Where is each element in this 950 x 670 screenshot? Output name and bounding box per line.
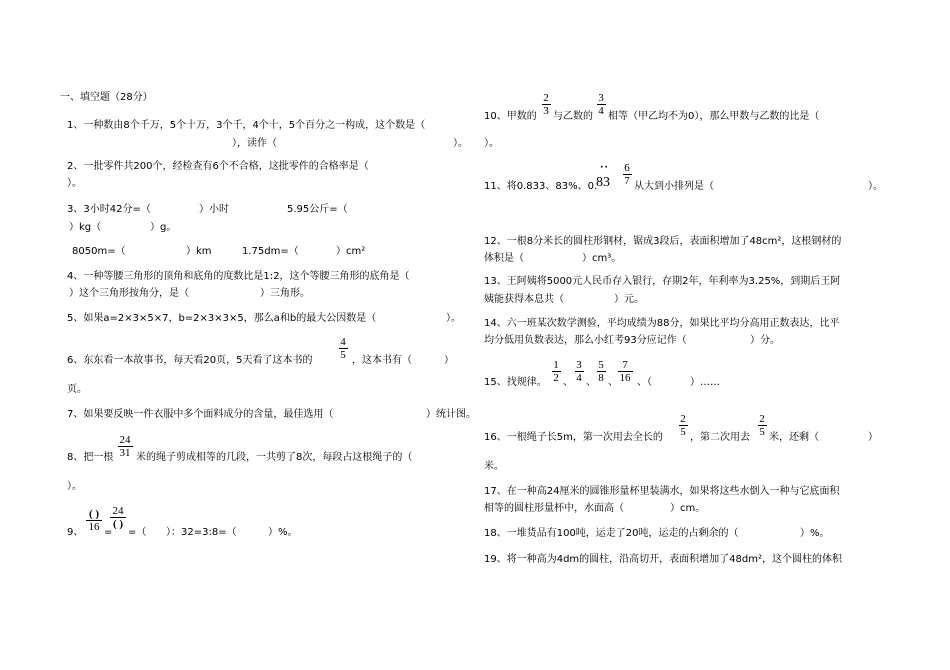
q3-line1b: ）小时: [199, 204, 229, 215]
q3-line1c: 5.95公斤=（: [287, 204, 348, 215]
q6-line1a: 6、东东看一本故事书，每天看20页，5天看了这本书的: [67, 355, 313, 366]
q15-fraction-2: [573, 359, 585, 384]
q13-line2b: ）元。: [614, 294, 644, 305]
q1-line2: ），读作（: [232, 138, 277, 149]
q4-line2b: ）三角形。: [260, 288, 310, 299]
q17-line2b: ）cm。: [670, 503, 706, 514]
q16-line1d: ）: [868, 432, 878, 443]
q17-line2a: 相等的圆柱形量杯中，水面高（: [484, 503, 624, 514]
q10-line1b: 与乙数的: [553, 111, 593, 122]
fraction-denominator: 8: [598, 372, 604, 384]
fraction-denominator: 31: [119, 447, 131, 459]
q7-line1b: ）统计图。: [426, 409, 476, 420]
fraction-denominator: 5: [680, 426, 686, 438]
fraction-numerator: 24: [112, 505, 124, 517]
fraction-denominator-blank: ( ): [112, 518, 124, 530]
q3-line3d: ）cm²: [336, 246, 366, 257]
fraction-numerator: 3: [598, 92, 604, 104]
q10-fraction-2: [595, 92, 607, 117]
fraction-denominator: 4: [598, 105, 604, 117]
fraction-denominator: 2: [553, 372, 559, 384]
q8-line1b: 米的绳子剪成相等的几段，一共剪了8次，每段占这根绳子的（: [136, 452, 413, 463]
q6-line2: 页。: [67, 384, 87, 395]
fraction-numerator: 2: [680, 413, 686, 425]
q7-line1a: 7、如果要反映一件衣服中多个面料成分的含量，最佳选用（: [67, 409, 334, 420]
q11-fraction: [621, 162, 633, 187]
q3-line2a: ）kg（: [69, 222, 102, 233]
q6-line1c: ）: [444, 355, 454, 366]
section-title: 一、填空题（28分）: [60, 92, 153, 103]
q9-fraction-1: [84, 508, 104, 533]
q10-fraction-1: [540, 92, 552, 117]
q3-line1a: 3、3小时42分=（: [67, 204, 151, 215]
fraction-numerator: 6: [624, 162, 630, 174]
q15-tail-a: 、（: [637, 377, 652, 388]
q16-fraction-2: [756, 413, 768, 438]
q15-separator: 、: [586, 377, 596, 388]
q12-line2a: 体积是（: [484, 253, 524, 264]
q3-line3b: ）km: [186, 246, 212, 257]
fraction-numerator: 2: [543, 92, 549, 104]
q17-line1: 17、在一种高24厘米的圆锥形量杯里装满水，如果将这些水倒入一种与它底面积: [484, 486, 840, 497]
fraction-numerator: 5: [598, 359, 604, 371]
q15-tail-b: ）……: [690, 377, 720, 388]
repeating-decimal-dots: ··: [600, 163, 609, 173]
q9-middle: ）：32=3:8=（: [166, 527, 237, 538]
q16-line1b: ，第二次用去: [690, 432, 750, 443]
q9-equals-1: =: [104, 527, 113, 538]
fraction-denominator: 7: [624, 175, 630, 187]
q16-fraction-1: [677, 413, 689, 438]
fraction-numerator: 4: [340, 336, 346, 348]
fraction-numerator-blank: ( ): [88, 508, 100, 520]
q11-line1a: 11、将0.833、83%、0.: [484, 181, 598, 192]
q10-line2: ）。: [484, 138, 499, 149]
q9-label: 9、: [67, 527, 84, 538]
q8-line2: ）。: [67, 481, 82, 492]
q5-line1b: ）。: [446, 313, 461, 324]
q15-fraction-4: [616, 359, 634, 384]
q16-line1c: 米，还剩（: [769, 432, 819, 443]
q15-fraction-1: [550, 359, 562, 384]
q10-line1c: 相等（甲乙均不为0），那么甲数与乙数的比是（: [608, 111, 820, 122]
fraction-numerator: 7: [622, 359, 628, 371]
q16-line2: 米。: [484, 461, 504, 472]
q19-line1: 19、将一种高为4dm的圆柱，沿高切开，表面积增加了48dm²，这个圆柱的体积: [484, 554, 842, 565]
q3-line3c: 1.75dm=（: [242, 246, 299, 257]
q8-line1a: 8、把一根: [67, 452, 114, 463]
q18-line1a: 18、一堆货品有100吨，运走了20吨，运走的占剩余的（: [484, 528, 739, 539]
q8-fraction: [116, 434, 134, 459]
q18-line1b: ）%。: [800, 528, 830, 539]
fraction-denominator: 4: [576, 372, 582, 384]
q5-line1: 5、如果a=2×3×5×7，b=2×3×3×5，那么a和b的最大公因数是（: [67, 313, 377, 324]
q3-line3a: 8050m=（: [72, 246, 126, 257]
q14-line2b: ）分。: [750, 335, 780, 346]
q15-separator: 、: [608, 377, 618, 388]
q9-end: ）%。: [268, 527, 298, 538]
q4-line1: 4、一种等腰三角形的顶角和底角的度数比是1:2，这个等腰三角形的底角是（: [67, 271, 410, 282]
fraction-denominator: 16: [88, 521, 100, 533]
q9-equals-2: =（: [128, 527, 147, 538]
fraction-denominator: 16: [619, 372, 631, 384]
q14-line2a: 均分低用负数表达，那么小红考93分应记作（: [484, 335, 687, 346]
q15-fraction-3: [595, 359, 607, 384]
q11-line1b: 从大到小排列是（: [634, 181, 714, 192]
q15-line1a: 15、找规律。: [484, 377, 547, 388]
q4-line2a: ）这个三角形按角分，是（: [69, 288, 189, 299]
fraction-denominator: 5: [340, 349, 346, 361]
fraction-numerator: 24: [119, 434, 131, 446]
q11-line1c: ）。: [868, 181, 883, 192]
q10-line1a: 10、甲数的: [484, 111, 537, 122]
q13-line2a: 姨能获得本息共（: [484, 294, 564, 305]
q6-line1b: ，这本书有（: [352, 355, 412, 366]
fraction-denominator: 5: [759, 426, 765, 438]
q2-line2: ）。: [67, 178, 82, 189]
q13-line1: 13、王阿姨将5000元人民币存入银行，存期2年，年利率为3.25%，到期后王阿: [484, 276, 841, 287]
q14-line1: 14、六一班某次数学测验，平均成绩为88分，如果比平均分高用正数表达，比平: [484, 318, 840, 329]
fraction-numerator: 2: [759, 413, 765, 425]
q12-line2b: ）cm³。: [582, 253, 622, 264]
q15-separator: 、: [563, 377, 573, 388]
fraction-denominator: 3: [543, 105, 549, 117]
q3-line2b: ）g。: [150, 222, 177, 233]
repeating-decimal-digits: 83: [596, 175, 610, 190]
q9-fraction-2: [108, 505, 128, 530]
fraction-numerator: 1: [553, 359, 559, 371]
q1-line1: 1、一种数由8个千万，5个十万，3个千，4个十，5个百分之一构成，这个数是（: [67, 120, 426, 131]
q12-line1: 12、一根8分米长的圆柱形钢材，锯成3段后，表面积增加了48cm²，这根钢材的: [484, 236, 842, 247]
q1-line3: ）。: [453, 138, 468, 149]
q2-line1: 2、一批零件共200个，经检查有6个不合格，这批零件的合格率是（: [67, 161, 369, 172]
fraction-numerator: 3: [576, 359, 582, 371]
q6-fraction: [337, 336, 349, 361]
q16-line1a: 16、一根绳子长5m，第一次用去全长的: [484, 432, 663, 443]
